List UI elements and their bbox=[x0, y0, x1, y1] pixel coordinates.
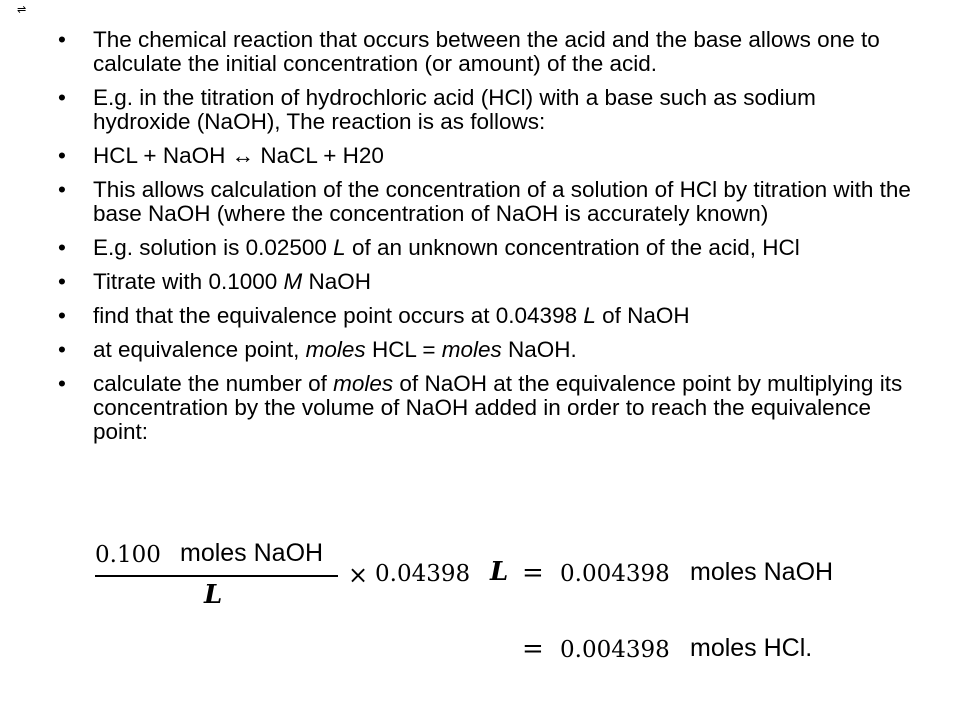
bullet-dot: • bbox=[58, 235, 66, 260]
bullet-italic-text: M bbox=[283, 269, 303, 294]
result-unit-hcl: moles HCl. bbox=[690, 634, 813, 662]
bullet-text: E.g. solution is 0.02500 bbox=[93, 235, 334, 260]
bullet-text: of NaOH bbox=[595, 303, 690, 328]
bullet-dot: • bbox=[58, 303, 66, 328]
bullet-italic-text: L bbox=[333, 235, 346, 260]
bullet-italic-text: moles bbox=[441, 337, 502, 362]
bullet-text: The chemical reaction that occurs between the acid and the base allows one to calculate the initial concentration (or amount) of the acid. bbox=[93, 27, 880, 76]
bullet-italic-text: moles bbox=[305, 337, 366, 362]
result-value-2: 0.004398 bbox=[560, 637, 670, 663]
volume-value: 0.04398 bbox=[375, 561, 471, 587]
bullet-text: at equivalence point, bbox=[93, 337, 306, 362]
bullet-text: HCL = bbox=[365, 337, 442, 362]
result-unit-naoh: moles NaOH bbox=[690, 558, 834, 586]
bullet-text: of an unknown concentration of the acid, HCl bbox=[345, 235, 800, 260]
numerator-unit: moles NaOH bbox=[180, 539, 324, 567]
result-value: 0.004398 bbox=[560, 561, 670, 587]
bullet-italic-text: L bbox=[583, 303, 596, 328]
bullet-dot: • bbox=[58, 85, 66, 110]
bullet-dot: • bbox=[58, 269, 66, 294]
denominator-unit: L bbox=[204, 580, 223, 610]
equals-sign: = bbox=[522, 558, 544, 588]
bullet-dot: • bbox=[58, 177, 66, 202]
bullet-text: find that the equivalence point occurs at 0.04398 bbox=[93, 303, 584, 328]
numerator-value: 0.100 bbox=[95, 542, 161, 568]
multiply-sign: × bbox=[348, 561, 369, 589]
volume-unit: L bbox=[490, 557, 509, 587]
bullet-text: HCL + NaOH ↔ NaCL + H20 bbox=[93, 143, 384, 168]
bullet-dot: • bbox=[58, 27, 66, 52]
bullet-italic-text: moles bbox=[333, 371, 394, 396]
bullet-text: Titrate with 0.1000 bbox=[93, 269, 284, 294]
bullet-text: of NaOH at the equivalence point by multiplying its concentration by the volume of NaOH added in order to reach the equivalence point: bbox=[93, 371, 903, 444]
bullet-text: This allows calculation of the concentration of a solution of HCl by titration with the base NaOH (where the concentration of NaOH is accurately known) bbox=[93, 177, 911, 226]
equals-sign-2: = bbox=[522, 634, 544, 664]
bullet-text: E.g. in the titration of hydrochloric acid (HCl) with a base such as sodium hydroxide (NaOH), The reaction is as follows: bbox=[93, 85, 816, 134]
bullet-dot: • bbox=[58, 143, 66, 168]
bullet-text: NaOH bbox=[302, 269, 372, 294]
reaction-arrow-symbol: ⇌ bbox=[17, 4, 27, 16]
bullet-text: NaOH. bbox=[501, 337, 577, 362]
bullet-dot: • bbox=[58, 371, 66, 396]
fraction-bar bbox=[95, 575, 338, 577]
bullet-dot: • bbox=[58, 337, 66, 362]
bullet-text: calculate the number of bbox=[93, 371, 334, 396]
